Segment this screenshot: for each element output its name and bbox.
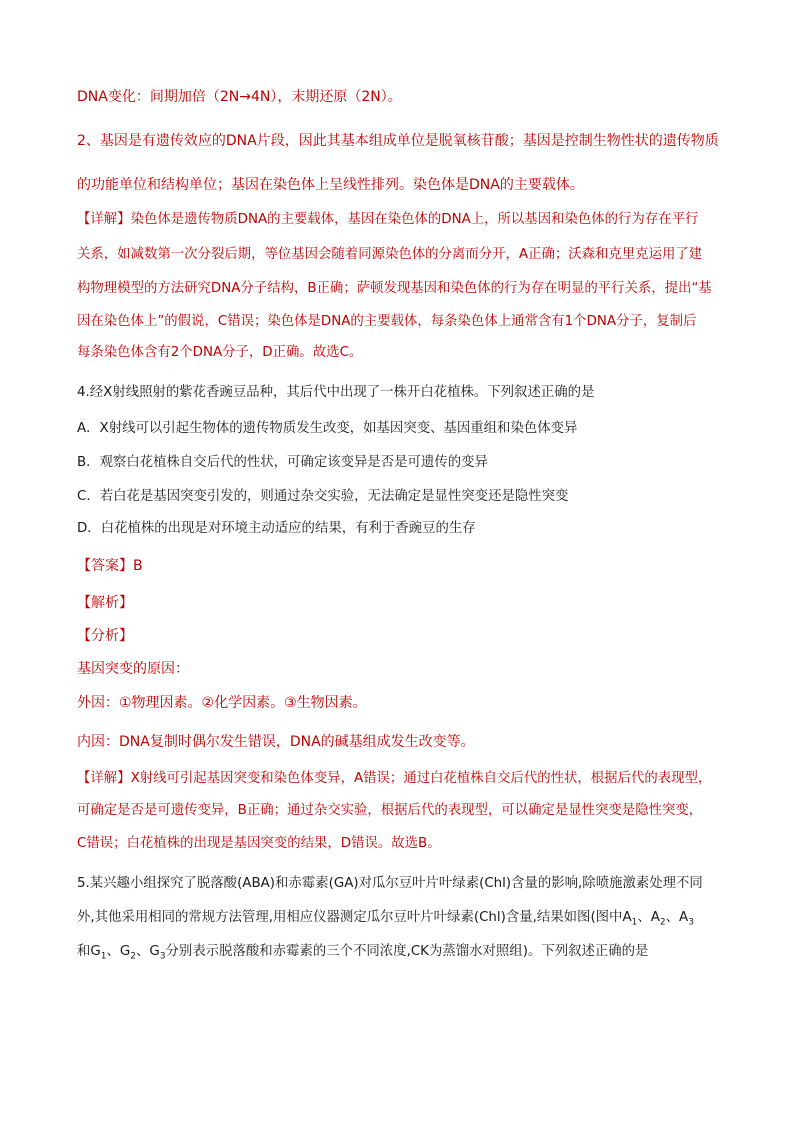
q5-l3-g2-prefix: 、G <box>106 944 131 959</box>
question-5-line-1: 5.某兴趣小组探究了脱落酸(ABA)和赤霉素(GA)对瓜尔豆叶片叶绿素(Chl)含量的影响,除喷施激素处理不同 <box>77 876 703 891</box>
sub-a2: 2 <box>659 917 666 928</box>
sub-a3: 3 <box>688 917 694 928</box>
internal-causes: 内因：DNA复制时偶尔发生错误，DNA的碱基组成发生改变等。 <box>77 734 475 750</box>
fenxi-heading: 【分析】 <box>77 628 133 644</box>
sub-g1: 1 <box>100 951 107 962</box>
gene-definition-line-2: 的功能单位和结构单位；基因在染色体上呈线性排列。染色体是DNA的主要载体。 <box>77 177 584 193</box>
q5-l3-g1-prefix: 和G <box>77 944 101 959</box>
detail-1-line-5: 每条染色体含有2个DNA分子，D正确。故选C。 <box>77 345 363 360</box>
detail-2-line-1 <box>77 770 711 788</box>
detail-text: 染色体是遗传物质DNA的主要载体，基因在染色体的DNA上，所以基因和染色体的行为存在平行 <box>130 212 699 227</box>
answer-tag: 【答案】 <box>77 558 133 574</box>
detail-1-line-3: 构物理模型的方法研究DNA分子结构，B正确；萨顿发现基因和染色体的行为存在明显的平行关系，提出“基 <box>77 281 712 296</box>
option-c: C．若白花是基因突变引发的，则通过杂交实验，无法确定是显性突变还是隐性突变 <box>77 489 569 504</box>
q5-l2-text: 外,其他采用相同的常规方法管理,用相应仪器测定瓜尔豆叶片叶绿素(Chl)含量,结果如图(图中A <box>77 910 632 925</box>
question-5-line-2 <box>77 909 694 927</box>
dna-change-line: DNA变化：间期加倍（2N→4N），末期还原（2N）。 <box>77 89 402 105</box>
detail-2-text: X射线可引起基因突变和染色体变异，A错误；通过白花植株自交后代的性状，根据后代的表现型， <box>130 771 712 786</box>
detail-tag: 【详解】 <box>77 212 131 227</box>
q5-l3-g3-prefix: 、G <box>136 944 160 959</box>
q5-l2-a2-prefix: 、A <box>637 910 660 925</box>
detail-1-line-1 <box>77 211 698 229</box>
analysis-heading: 【解析】 <box>77 595 133 611</box>
answer-value: B <box>133 558 143 574</box>
detail-2-line-3: C错误；白花植株的出现是基因突变的结果，D错误。故选B。 <box>77 836 441 851</box>
detail-1-line-2: 关系，如减数第一次分裂后期，等位基因会随着同源染色体的分离而分开，A正确；沃森和克里克运用了建 <box>77 247 703 262</box>
detail-1-line-4: 因在染色体上”的假说，C错误；染色体是DNA的主要载体，每条染色体上通常含有1个DNA分子，复制后 <box>77 314 697 329</box>
answer-line <box>77 557 143 575</box>
detail-2-line-2: 可确定是否是可遗传变异，B正确；通过杂交实验，根据后代的表现型，可以确定是显性突变是隐性突变， <box>77 803 703 818</box>
gene-definition-line-1: 2、基因是有遗传效应的DNA片段，因此其基本组成单位是脱氧核苷酸；基因是控制生物性状的遗传物质 <box>77 133 719 149</box>
sub-a1: 1 <box>631 917 638 928</box>
option-d: D．白花植株的出现是对环境主动适应的结果，有利于香豌豆的生存 <box>77 521 476 536</box>
q5-l2-a3-prefix: 、A <box>665 910 689 925</box>
sub-g2: 2 <box>130 951 137 962</box>
option-a: A．X射线可以引起生物体的遗传物质发生改变，如基因突变、基因重组和染色体变异 <box>77 421 578 436</box>
external-causes: 外因：①物理因素。②化学因素。③生物因素。 <box>77 695 367 711</box>
detail-2-tag: 【详解】 <box>77 771 131 786</box>
question-4: 4.经X射线照射的紫花香豌豆品种，其后代中出现了一株开白花植株。下列叙述正确的是 <box>77 385 595 400</box>
q5-l3-text: 分别表示脱落酸和赤霉素的三个不同浓度,CK为蒸馏水对照组)。下列叙述正确的是 <box>165 944 649 959</box>
mutation-reason-title: 基因突变的原因： <box>77 661 189 677</box>
option-b: B．观察白花植株自交后代的性状，可确定该变异是否是可遗传的变异 <box>77 455 488 470</box>
sub-g3: 3 <box>159 951 166 962</box>
question-5-line-3 <box>77 943 648 961</box>
